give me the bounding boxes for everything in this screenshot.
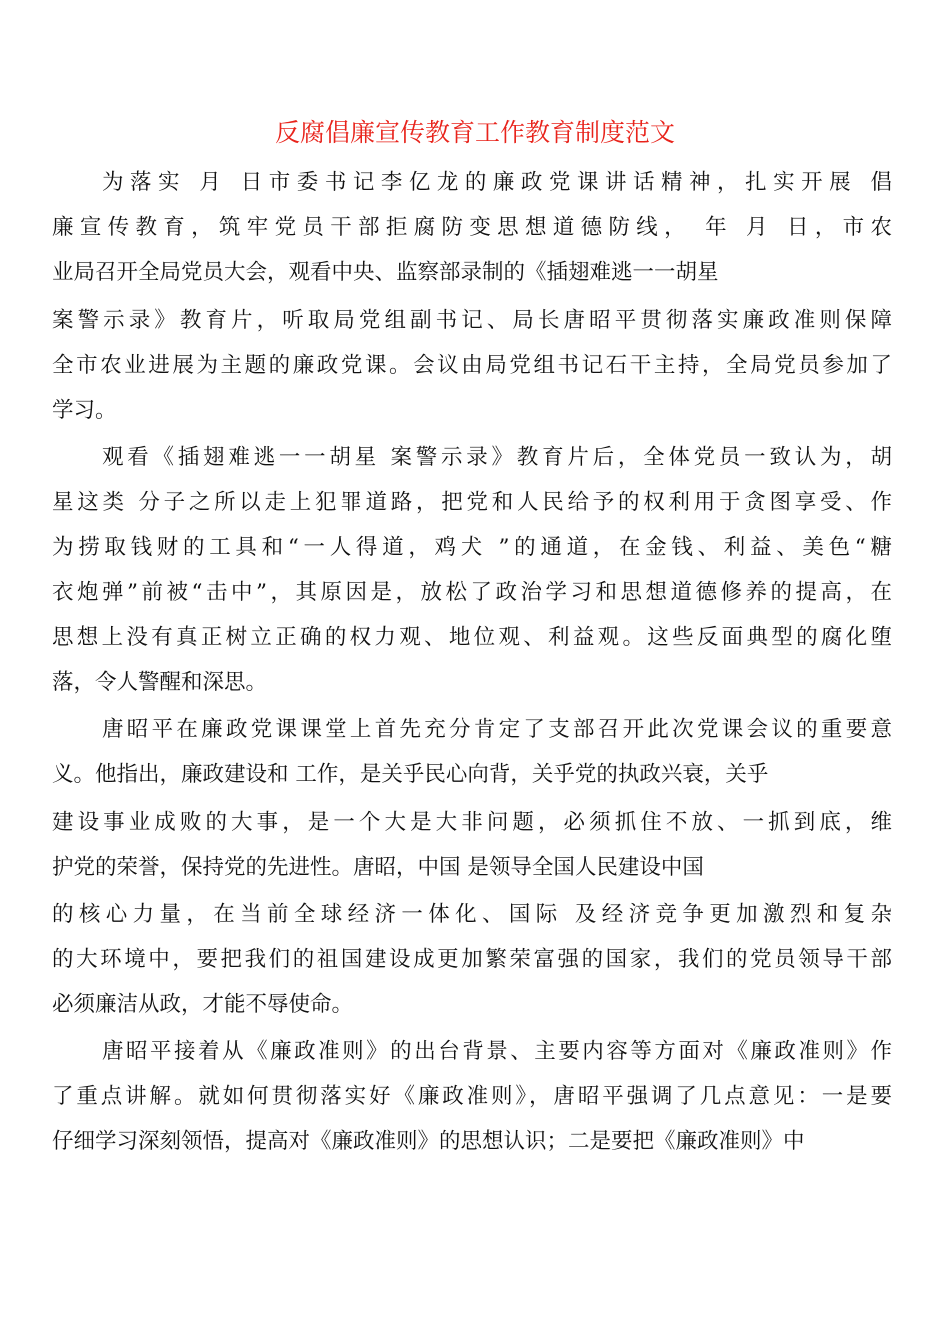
text-line: 星这类 分子之所以走上犯罪道路，把党和人民给予的权利用于贪图享受、作 [52, 490, 892, 515]
text-line: 唐昭平在廉政党课课堂上首先充分肯定了支部召开此次党课会议的重要意 [102, 717, 892, 742]
text-line: 了重点讲解。就如何贯彻落实好《廉政准则》，唐昭平强调了几点意见：一是要 [52, 1084, 892, 1109]
text-line: 业局召开全局党员大会，观看中央、监察部录制的《插翅难逃一一胡星 [52, 260, 719, 285]
text-line: 建设事业成败的大事，是一个大是大非问题，必须抓住不放、一抓到底，维 [52, 810, 892, 835]
text-line: 廉宣传教育，筑牢党员干部拒腐防变思想道德防线， 年 月 日，市农 [52, 215, 892, 240]
text-line: 护党的荣誉，保持党的先进性。唐昭，中国 是领导全国人民建设中国 [52, 855, 704, 880]
text-line: 必须廉洁从政，才能不辱使命。 [52, 992, 354, 1017]
text-line: 的大环境中，要把我们的祖国建设成更加繁荣富强的国家，我们的党员领导干部 [52, 947, 892, 972]
text-line: 为落实 月 日市委书记李亿龙的廉政党课讲话精神，扎实开展 倡 [102, 170, 892, 195]
text-line: 为捞取钱财的工具和“一人得道，鸡犬 ”的通道，在金钱、利益、美色“糖 [52, 535, 892, 560]
text-line: 唐昭平接着从《廉政准则》的出台背景、主要内容等方面对《廉政准则》作 [102, 1039, 892, 1064]
text-line: 观看《插翅难逃一一胡星 案警示录》教育片后，全体党员一致认为，胡 [102, 445, 892, 470]
text-line: 义。他指出，廉政建设和 工作，是关乎民心向背，关乎党的执政兴衰，关乎 [52, 762, 769, 787]
text-line: 仔细学习深刻领悟，提高对《廉政准则》的思想认识；二是要把《廉政准则》中 [52, 1129, 805, 1154]
document-title: 反腐倡廉宣传教育工作教育制度范文 [274, 118, 675, 147]
text-line: 全市农业进展为主题的廉政党课。会议由局党组书记石干主持，全局党员参加了 [52, 353, 892, 378]
text-line: 学习。 [52, 398, 117, 423]
text-line: 衣炮弹”前被“击中”，其原因是，放松了政治学习和思想道德修养的提高，在 [52, 580, 892, 605]
text-line: 案警示录》教育片，听取局党组副书记、局长唐昭平贯彻落实廉政准则保障 [52, 308, 892, 333]
text-line: 思想上没有真正树立正确的权力观、地位观、利益观。这些反面典型的腐化堕 [52, 625, 892, 650]
text-line: 落，令人警醒和深思。 [52, 670, 268, 695]
text-line: 的核心力量，在当前全球经济一体化、国际 及经济竞争更加激烈和复杂 [52, 902, 892, 927]
